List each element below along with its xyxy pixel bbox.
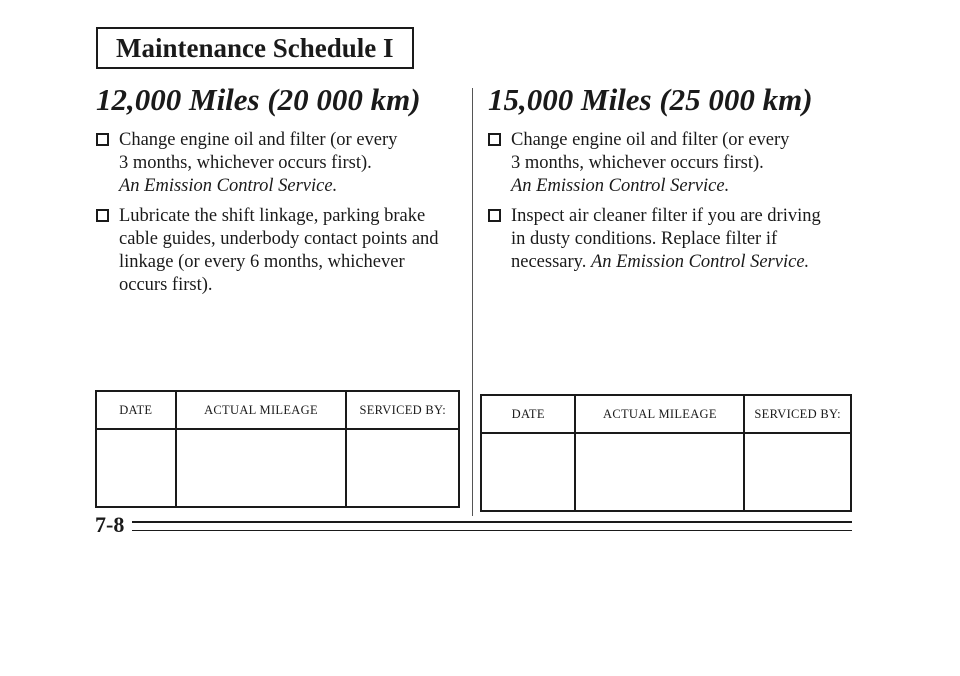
header-actual-mileage: ACTUAL MILEAGE: [575, 395, 744, 433]
table-row: [481, 433, 851, 511]
item-text-line: 3 months, whichever occurs first).: [119, 153, 372, 173]
header-date: DATE: [481, 395, 575, 433]
item-text-line: linkage (or every 6 months, whichever: [119, 252, 405, 272]
date-cell[interactable]: [96, 429, 176, 507]
item-text-line: cable guides, underbody contact points and: [119, 229, 439, 249]
right-service-log-table: [480, 394, 852, 512]
right-column: [488, 82, 863, 281]
item-text-line: Inspect air cleaner filter if you are driving: [511, 206, 821, 226]
left-item-lubricate: [96, 205, 471, 297]
item-note: An Emission Control Service.: [590, 252, 810, 272]
item-text-line: occurs first).: [119, 275, 213, 295]
checkbox-icon[interactable]: [488, 209, 501, 222]
schedule-title: Maintenance Schedule I: [96, 27, 414, 69]
footer-rule-thin: [132, 530, 852, 531]
left-column: [96, 82, 471, 304]
checkbox-icon[interactable]: [96, 209, 109, 222]
header-actual-mileage: ACTUAL MILEAGE: [176, 391, 347, 429]
footer-rule: [132, 521, 852, 523]
mileage-cell[interactable]: [575, 433, 744, 511]
table-header-row: [96, 391, 459, 429]
right-heading: 15,000 Miles (25 000 km): [488, 82, 813, 117]
item-text: necessary.: [511, 252, 591, 272]
item-text-line: [511, 251, 863, 274]
table-header-row: [481, 395, 851, 433]
right-item-oil-change: [488, 129, 863, 198]
column-divider: [472, 88, 473, 516]
header-serviced-by: SERVICED BY:: [744, 395, 851, 433]
header-serviced-by: SERVICED BY:: [346, 391, 459, 429]
item-note: An Emission Control Service.: [511, 176, 730, 196]
header-date: DATE: [96, 391, 176, 429]
item-text-line: Lubricate the shift linkage, parking brake: [119, 206, 426, 226]
item-note: An Emission Control Service.: [119, 176, 338, 196]
serviced-by-cell[interactable]: [744, 433, 851, 511]
mileage-cell[interactable]: [176, 429, 347, 507]
checkbox-icon[interactable]: [488, 133, 501, 146]
item-text-line: in dusty conditions. Replace filter if: [511, 229, 778, 249]
serviced-by-cell[interactable]: [346, 429, 459, 507]
date-cell[interactable]: [481, 433, 575, 511]
left-service-log-table: [95, 390, 460, 508]
right-item-air-filter: [488, 205, 863, 274]
checkbox-icon[interactable]: [96, 133, 109, 146]
table-row: [96, 429, 459, 507]
page-number: 7-8: [95, 512, 125, 537]
left-item-oil-change: [96, 129, 471, 198]
item-text-line: Change engine oil and filter (or every: [119, 130, 398, 150]
item-text-line: 3 months, whichever occurs first).: [511, 153, 764, 173]
item-text-line: Change engine oil and filter (or every: [511, 130, 790, 150]
left-heading: 12,000 Miles (20 000 km): [96, 82, 421, 117]
